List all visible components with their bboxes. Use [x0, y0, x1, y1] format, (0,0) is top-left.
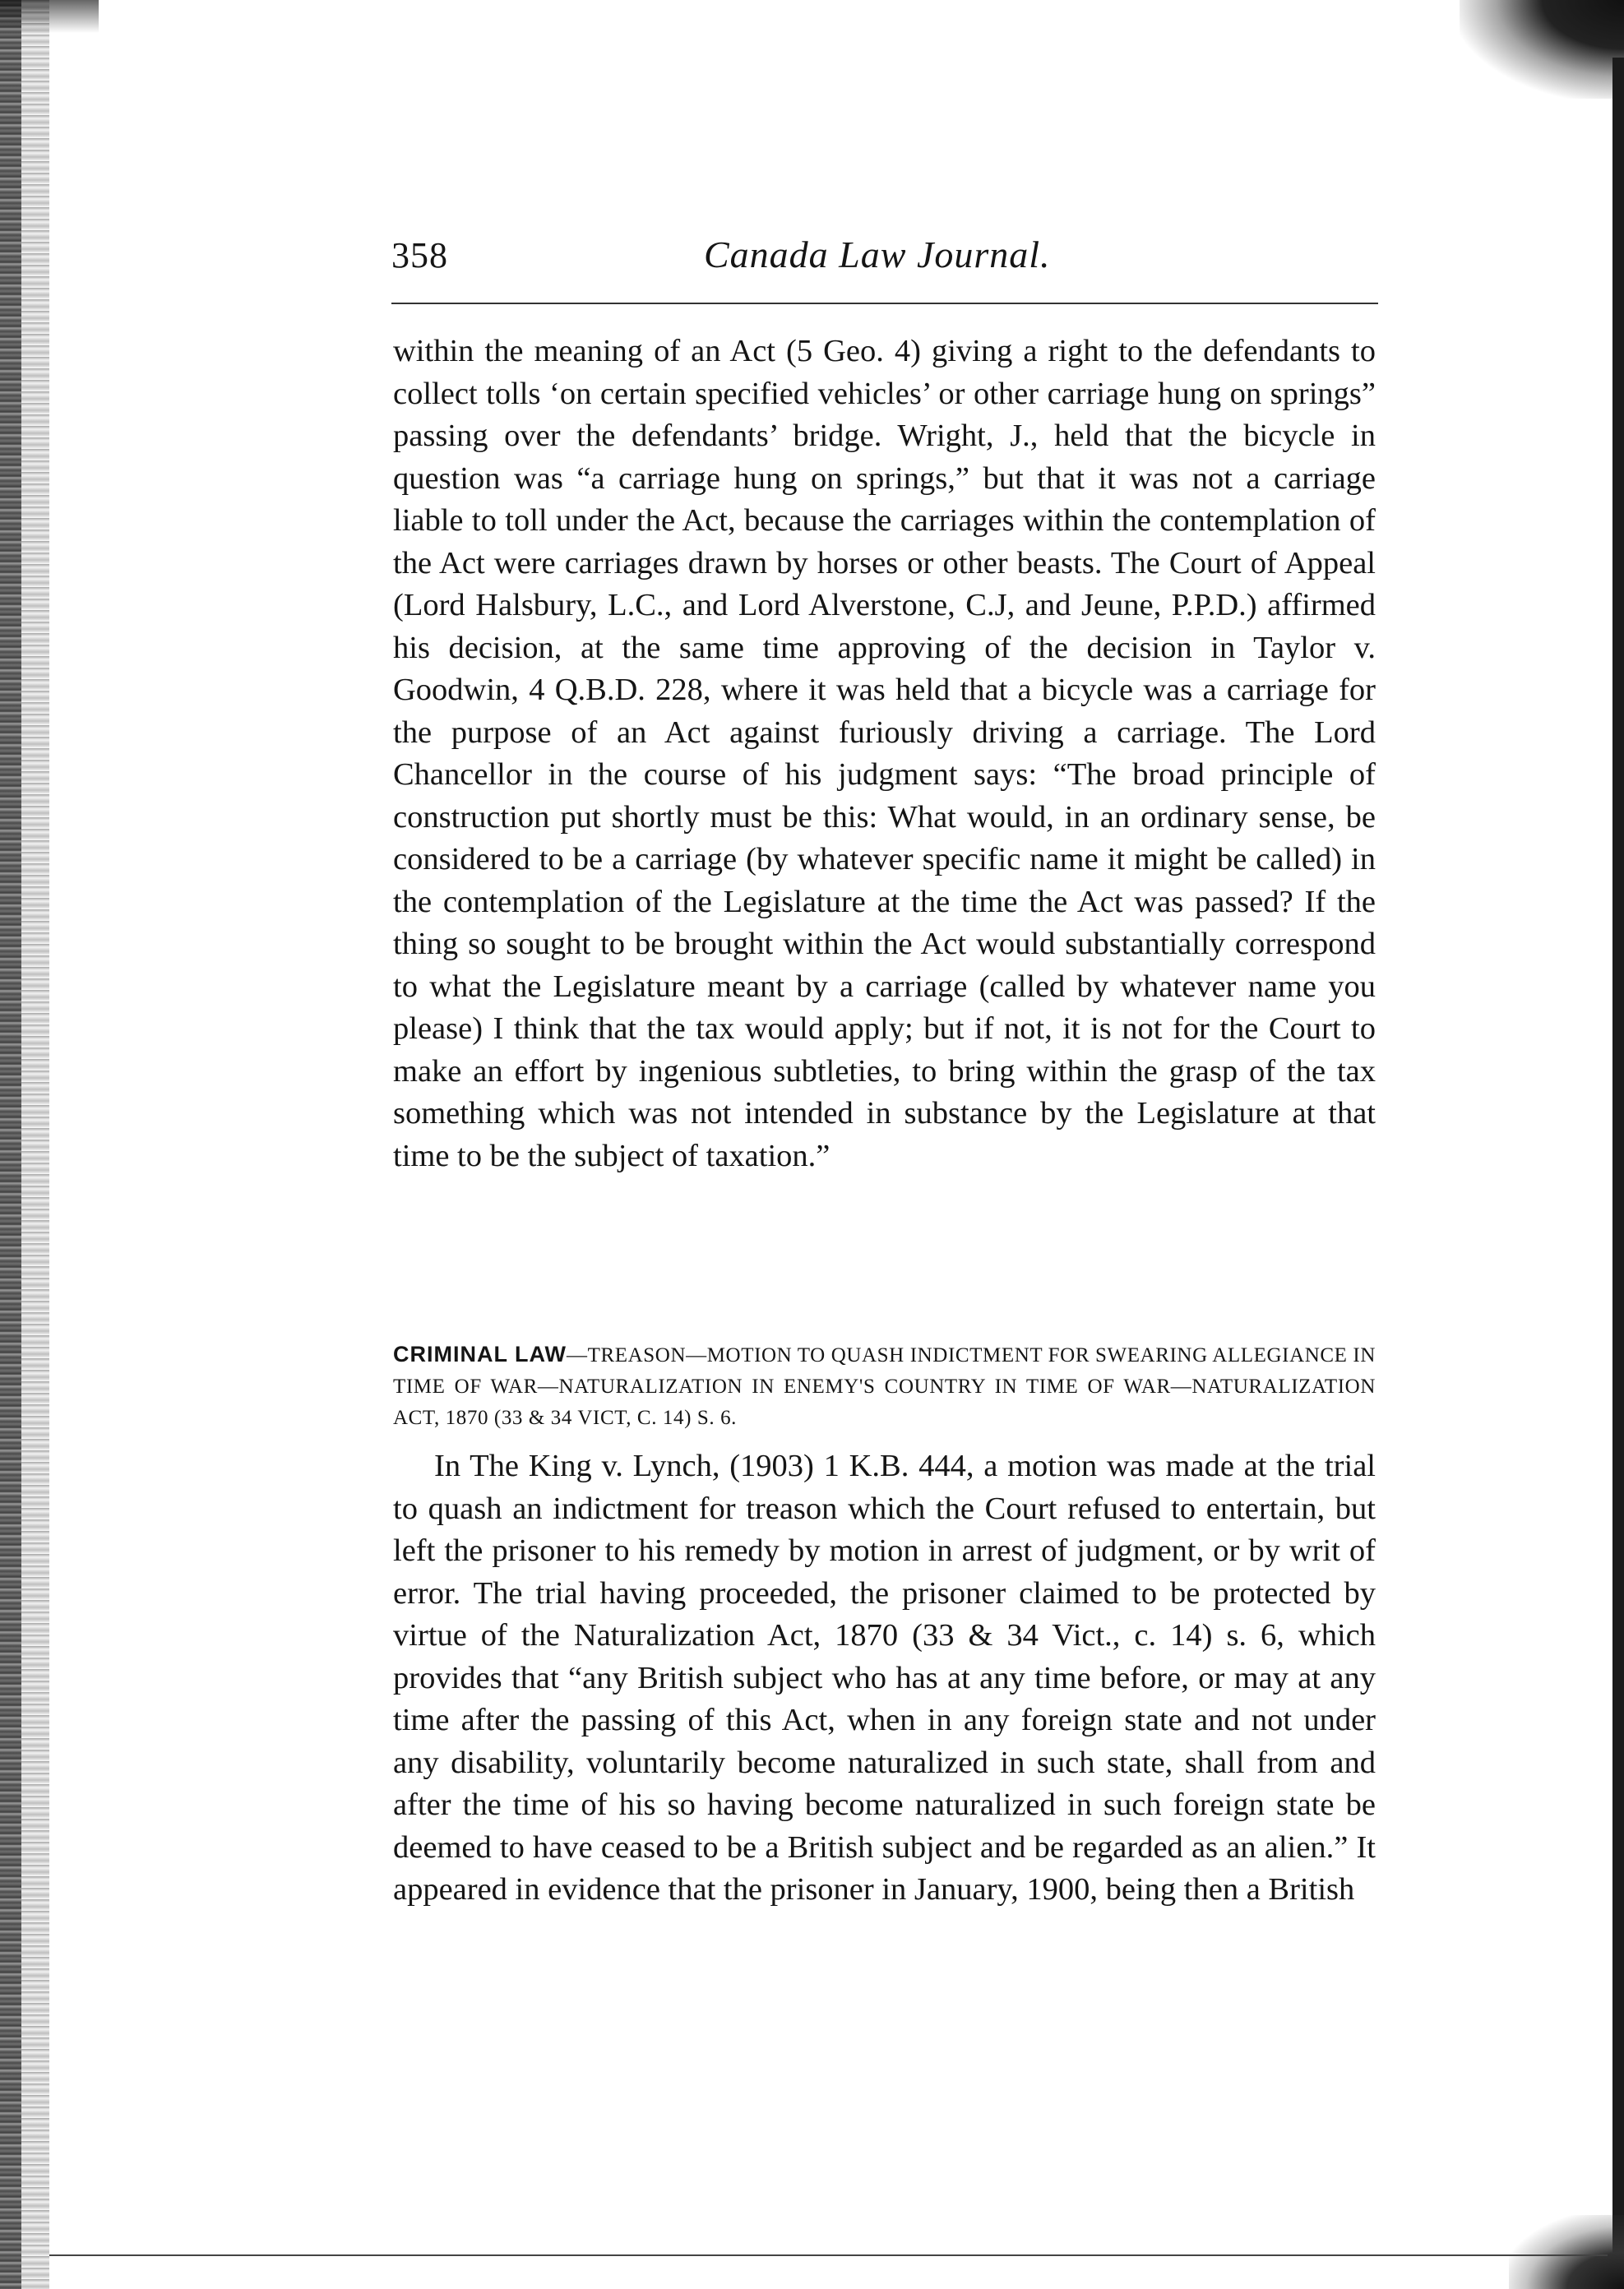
- headnote-subject: CRIMINAL LAW: [393, 1342, 567, 1366]
- scan-edge-top: [0, 0, 99, 33]
- body-paragraph-1: within the meaning of an Act (5 Geo. 4) giving a right to the defendants to collect tolls ‘on certain specified vehicles’ or other carriage hung on springs” passing over the defendants’ bridge. Wright, J., held that the bicycle in question was “a carriage hung on springs,” but that it was not a carriage liable to toll under the Act, because the carriages within the contemplation of the Act were carriages drawn by horses or other beasts. The Court of Appeal (Lord Halsbury, L.C., and Lord Alverstone, C.J, and Jeune, P.P.D.) affirmed his decision, at the same time approving of the decision in Taylor v. Goodwin, 4 Q.B.D. 228, where it was held that a bicycle was a carriage for the purpose of an Act against furiously driving a carriage. The Lord Chancellor in the course of his judgment says: “The broad principle of construction put shortly must be this: What would, in an ordinary sense, be considered to be a carriage (by whatever specific name it might be called) in the contemplation of the Legislature at the time the Act was passed? If the thing so sought to be brought within the Act would substantially correspond to what the Legislature meant by a carriage (called by whatever name you please) I think that the tax would apply; but if not, it is not for the Court to make an effort by ingenious subtleties, to bring within the grasp of the tax something which was not intended in substance by the Legislature at that time to be the subject of taxation.”: [393, 334, 1376, 1173]
- scan-bottom-rule: [49, 2254, 1608, 2256]
- scan-corner-top-right: [1460, 0, 1624, 99]
- running-head: [391, 234, 1378, 292]
- body-paragraph-2: In The King v. Lynch, (1903) 1 K.B. 444, a motion was made at the trial to quash an indictment for treason which the Court refused to entertain, but left the prisoner to his remedy by motion in arrest of judgment, or by writ of error. The trial having proceeded, the prisoner claimed to be protected by virtue of the Naturalization Act, 1870 (33 & 34 Vict., c. 14) s. 6, which provides that “any British subject who has at any time before, or may at any time after the passing of this Act, when in any foreign state and not under any disability, voluntarily become naturalized in such state, shall from and after the time of his so having become naturalized in such foreign state be deemed to have ceased to be a British subject and be regarded as an alien.” It appeared in evidence that the prisoner in January, 1900, being then a British: [393, 1449, 1376, 1907]
- scan-edge-left: [0, 0, 21, 2289]
- scan-edge-right: [1612, 58, 1624, 2289]
- header-rule: [391, 303, 1378, 304]
- page-number: 358: [391, 235, 448, 275]
- case-headnote: [393, 1339, 1376, 1434]
- journal-title: Canada Law Journal.: [704, 234, 1051, 275]
- scan-edge-shadow: [21, 0, 49, 2289]
- headnote-summary: —TREASON—MOTION TO QUASH INDICTMENT FOR SWEARING ALLEGIANCE IN TIME OF WAR—NATURALIZATION IN ENEMY'S COUNTRY IN TIME OF WAR—NATURALIZATION ACT, 1870 (33 & 34 VICT, C. 14) S. 6.: [393, 1344, 1376, 1429]
- scan-corner-bottom-right: [1509, 2215, 1624, 2289]
